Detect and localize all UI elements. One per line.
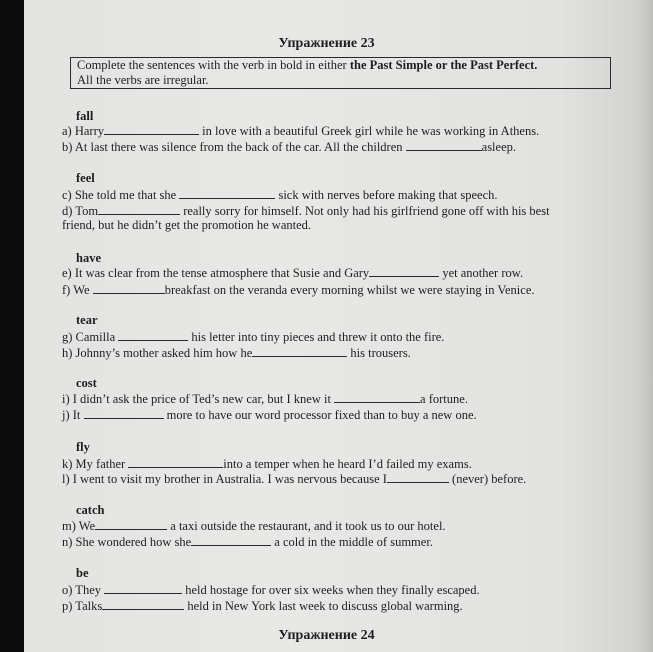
sentence-d: d) Tom really sorry for himself. Not only had his girlfriend gone off with his best (62, 204, 550, 218)
sentence-e: e) It was clear from the tense atmosphere that Susie and Gary yet another row. (62, 266, 524, 280)
sentence-c: c) She told me that she sick with nerves before making that speech. (62, 188, 498, 202)
sentence-i: i) I didn’t ask the price of Ted’s new car, but I knew it a fortune. (62, 392, 468, 406)
sentence-p: p) Talks held in New York last week to discuss global warming. (62, 599, 463, 613)
sentence-m: m) We a taxi outside the restaurant, and it took us to our hotel. (62, 519, 446, 533)
sentence-j: j) It more to have our word processor fixed than to buy a new one. (62, 408, 477, 422)
answer-blank[interactable] (406, 139, 482, 151)
sentence-h: h) Johnny’s mother asked him how he his trousers. (62, 346, 411, 360)
verb-heading: have (76, 251, 101, 265)
answer-blank[interactable] (128, 456, 223, 468)
next-exercise-title: Упражнение 24 (278, 628, 375, 643)
sentence-n: n) She wondered how she a cold in the middle of summer. (62, 535, 433, 549)
answer-blank[interactable] (252, 345, 347, 357)
exercise-title: Упражнение 23 (278, 36, 375, 51)
answer-blank[interactable] (387, 471, 449, 483)
answer-blank[interactable] (104, 582, 182, 594)
answer-blank[interactable] (179, 187, 275, 199)
answer-blank[interactable] (369, 265, 439, 277)
instructions-line-1: Complete the sentences with the verb in bold in either the Past Simple or the Past Perfect. (77, 58, 538, 72)
answer-blank[interactable] (84, 407, 164, 419)
verb-heading: be (76, 566, 89, 580)
sentence-b: b) At last there was silence from the back of the car. All the children asleep. (62, 140, 516, 154)
answer-blank[interactable] (118, 329, 188, 341)
answer-blank[interactable] (334, 391, 420, 403)
sentence-d-continued: friend, but he didn’t get the promotion he wanted. (62, 218, 312, 232)
sentence-k: k) My father into a temper when he heard I’d failed my exams. (62, 457, 472, 471)
sentence-o: o) They held hostage for over six weeks when they finally escaped. (62, 583, 480, 597)
verb-heading: catch (76, 503, 105, 517)
answer-blank[interactable] (104, 123, 199, 135)
worksheet-page (24, 0, 653, 652)
verb-heading: cost (76, 376, 97, 390)
sentence-g: g) Camilla his letter into tiny pieces and threw it onto the fire. (62, 330, 445, 344)
verb-heading: tear (76, 313, 98, 327)
instructions-line-2: All the verbs are irregular. (77, 73, 209, 87)
answer-blank[interactable] (191, 534, 271, 546)
verb-heading: feel (76, 171, 95, 185)
verb-heading: fly (76, 440, 90, 454)
page-edge-shadow (635, 0, 653, 652)
answer-blank[interactable] (102, 598, 184, 610)
sentence-a: a) Harry in love with a beautiful Greek girl while he was working in Athens. (62, 124, 540, 138)
answer-blank[interactable] (98, 203, 180, 215)
sentence-f: f) We breakfast on the veranda every morning whilst we were staying in Venice. (62, 283, 535, 297)
answer-blank[interactable] (93, 282, 165, 294)
verb-heading: fall (76, 109, 94, 123)
sentence-l: l) I went to visit my brother in Australia. I was nervous because I (never) before. (62, 472, 527, 486)
instructions-box (70, 57, 611, 89)
answer-blank[interactable] (95, 518, 167, 530)
